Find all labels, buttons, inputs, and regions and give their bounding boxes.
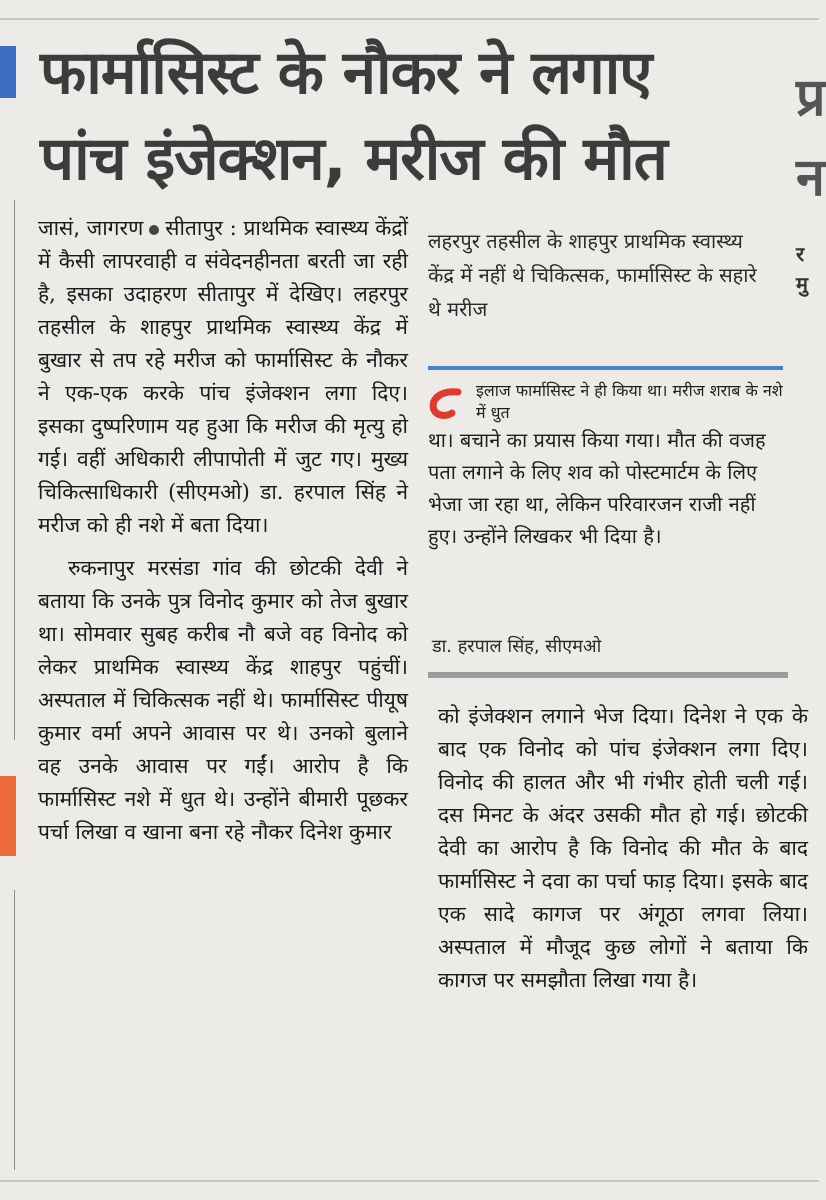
quote-mark-icon <box>428 388 466 418</box>
quote-lead: इलाज फार्मासिस्ट ने ही किया था। मरीज शराब के नशे में धुत <box>476 381 783 422</box>
column-rule-lower <box>14 890 15 1170</box>
headline-line-2: पांच इंजेक्शन, मरीज की मौत <box>40 124 667 194</box>
top-edge-rule <box>0 18 819 20</box>
blue-divider <box>428 366 783 370</box>
sidebar-subhead: लहरपुर तहसील के शाहपुर प्राथमिक स्वास्थ्य केंद्र में नहीं थे चिकित्सक, फार्मासिस्ट के सहारे थे मरीज <box>428 229 757 321</box>
bullet-dot-icon <box>149 225 159 235</box>
column-rule <box>14 200 15 740</box>
left-color-strip-orange <box>0 776 16 856</box>
article-paragraph-1 <box>38 212 408 542</box>
bottom-edge-rule <box>0 1180 819 1182</box>
quote-attribution: डा. हरपाल सिंह, सीएमओ <box>432 636 602 657</box>
adjacent-article-fragment: प्र <box>796 68 826 128</box>
paragraph-1-text: प्राथमिक स्वास्थ्य केंद्रों में कैसी लापरवाही व संवेदनहीनता बरती जा रही है, इसका उदाहरण सीतापुर में देखिए। लहरपुर तहसील के शाहपुर प्राथमिक स्वास्थ्य केंद्र में बुखार से तप रहे मरीज को फार्मासिस्ट के नौकर ने एक-एक करके पांच इंजेक्शन लगा दिए। इसका दुष्परिणाम यह हुआ कि मरीज की मृत्यु हो गई। वहीं अधिकारी लीपापोती में जुट गए। मुख्य चिकित्साधिकारी (सीएमओ) डा. हरपाल सिंह ने मरीज को ही नशे में बता दिया। <box>38 216 408 537</box>
adjacent-article-fragment: मु <box>796 272 808 296</box>
article-paragraph-3: को इंजेक्शन लगाने भेज दिया। दिनेश ने एक के बाद एक विनोद को पांच इंजेक्शन लगा दिए। विनोद की हालत और भी गंभीर होती चली गई। दस मिनट के अंदर उसकी मौत हो गई। छोटकी देवी का आरोप है कि विनोद की मौत के बाद फार्मासिस्ट ने दवा का पर्चा फाड़ दिया। इसके बाद एक सादे कागज पर अंगूठा लगवा लिया। अस्पताल में मौजूद कुछ लोगों ने बताया कि कागज पर समझौता लिखा गया है। <box>438 704 808 992</box>
article-column-right <box>438 700 808 997</box>
grey-divider <box>428 672 788 678</box>
article-paragraph-2: रुकनापुर मरसंडा गांव की छोटकी देवी ने बताया कि उनके पुत्र विनोद कुमार को तेज बुखार था। सोमवार सुबह करीब नौ बजे वह विनोद को लेकर प्राथमिक स्वास्थ्य केंद्र शाहपुर पहुंचीं। अस्पताल में चिकित्सक नहीं थे। फार्मासिस्ट पीयूष कुमार वर्मा अपने आवास पर थे। उनको बुलाने वह उनके आवास पर गईं। आरोप है कि फार्मासिस्ट नशे में धुत थे। उन्होंने बीमारी पूछकर पर्चा लिखा व खाना बना रहे नौकर दिनेश कुमार <box>38 556 408 844</box>
quote-rest: था। बचाने का प्रयास किया गया। मौत की वजह पता लगाने के लिए शव को पोस्टमार्टम के लिए भेजा जा रहा था, लेकिन परिवारजन राजी नहीं हुए। उन्होंने लिखकर भी दिया है। <box>428 428 766 548</box>
adjacent-article-fragment: न <box>796 148 825 208</box>
location: सीतापुर : <box>165 216 237 240</box>
article-column-left <box>38 212 408 849</box>
quote-box <box>428 380 783 552</box>
left-color-strip-blue <box>0 46 16 98</box>
article-headline <box>40 30 800 202</box>
dateline: जासं, जागरण <box>38 216 144 240</box>
quote-text <box>428 380 783 552</box>
headline-line-1: फार्मासिस्ट के नौकर ने लगाए <box>40 38 652 108</box>
adjacent-article-fragment: र <box>796 242 805 266</box>
